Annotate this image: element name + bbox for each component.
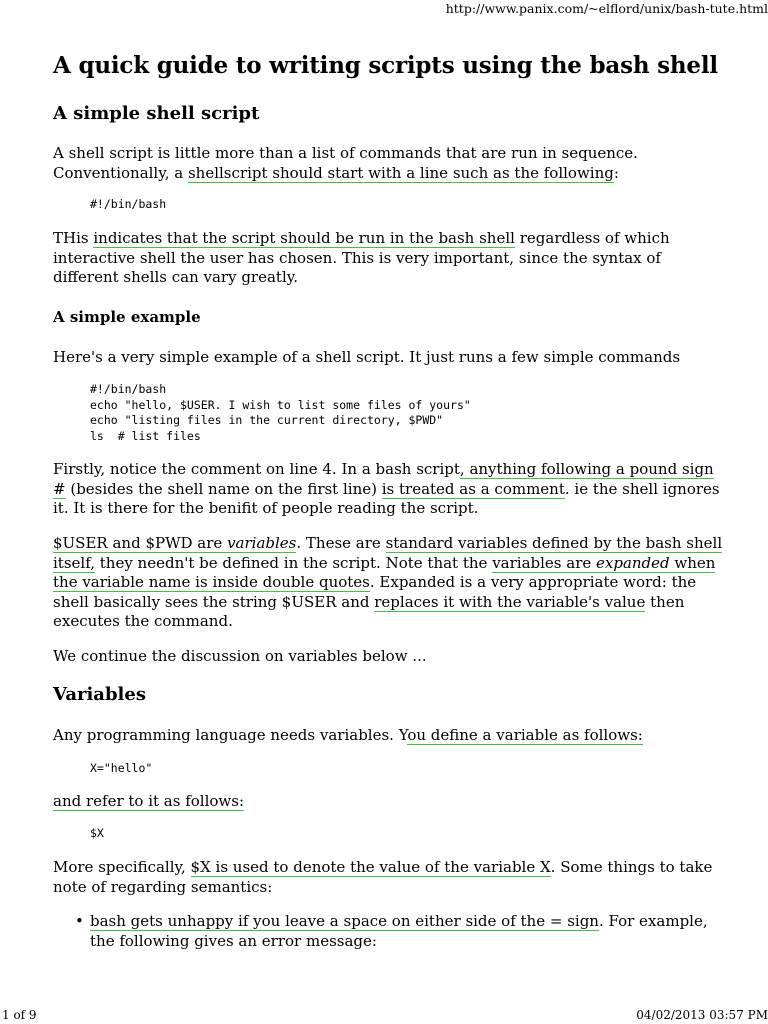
section-heading-simple-shell-script: A simple shell script <box>53 103 260 124</box>
annotation-highlight: is treated as a comment <box>381 479 565 498</box>
section-heading-variables: Variables <box>53 684 146 705</box>
annotation-highlight: bash gets unhappy if you leave a space on either side of the = sign <box>90 912 599 930</box>
annotation-highlight: variables are expanded when the variable name is inside double quotes <box>53 553 716 591</box>
print-timestamp: 04/02/2013 03:57 PM <box>636 1008 768 1022</box>
paragraph-semantics: More specifically, $X is used to denote the value of the variable X. Some things to take note of regarding semantics: <box>53 858 713 896</box>
paragraph-comment: Firstly, notice the comment on line 4. In a bash script, anything following a pound sign # (besides the shell name on the first line) is treated as a comment. ie the shell ignores it. It is there for the benifit of people reading the script. <box>53 460 720 517</box>
list-item: • bash gets unhappy if you leave a space on either side of the = sign. For example, the following gives an error message: <box>75 912 708 950</box>
semantics-list <box>53 912 723 951</box>
bullet-marker: • <box>75 912 84 930</box>
annotation-highlight: replaces it with the variable's value <box>374 592 646 611</box>
paragraph-variables-explained: $USER and $PWD are variables. These are standard variables defined by the bash shell itself, they needn't be defined in the script. Note that the variables are expanded when the variable name is inside double quotes. Expanded is a very appropriate word: the shell basically sees the string $USER and replaces it with the variable's value then executes the command. <box>53 534 723 630</box>
code-block-assign: X="hello" <box>90 761 153 775</box>
header-url: http://www.panix.com/~elflord/unix/bash-tute.html <box>445 1 768 16</box>
annotation-highlight: ou define a variable as follows: <box>407 726 643 744</box>
code-block-shebang: #!/bin/bash <box>90 197 167 211</box>
paragraph-refer <box>53 792 723 812</box>
paragraph-variables-intro: Any programming language needs variables. You define a variable as follows: <box>53 726 643 744</box>
annotation-highlight: $X is used to denote the value of the variable X <box>190 858 551 876</box>
code-block-example: #!/bin/bash echo "hello, $USER. I wish to list some files of yours" echo "listing files in the current directory, $PWD" ls # list files <box>90 382 471 443</box>
paragraph-continue: We continue the discussion on variables below ... <box>53 647 427 665</box>
paragraph-example-intro: Here's a very simple example of a shell script. It just runs a few simple commands <box>53 348 681 366</box>
page-title: A quick guide to writing scripts using the bash shell <box>53 52 718 79</box>
code-block-reference: $X <box>90 826 104 840</box>
annotation-highlight: , anything following a pound sign # <box>53 460 714 498</box>
paragraph-bash-shell: THis indicates that the script should be run in the bash shell regardless of which interactive shell the user has chosen. This is very important, since the syntax of different shells can vary greatly. <box>53 229 670 286</box>
page-counter: 1 of 9 <box>2 1008 37 1022</box>
annotation-highlight: shellscript should start with a line such as the following <box>187 163 614 182</box>
paragraph-intro: A shell script is little more than a list of commands that are run in sequence. Conventionally, a shellscript should start with a line such as the following: <box>53 144 638 182</box>
annotation-highlight: standard variables defined by the bash shell itself, <box>53 534 723 572</box>
annotation-highlight: and refer to it as follows: <box>53 792 245 810</box>
annotation-highlight: indicates that the script should be run in the bash shell <box>93 229 515 247</box>
section-heading-simple-example: A simple example <box>53 308 201 326</box>
annotation-highlight: $USER and $PWD are variables <box>53 534 297 552</box>
